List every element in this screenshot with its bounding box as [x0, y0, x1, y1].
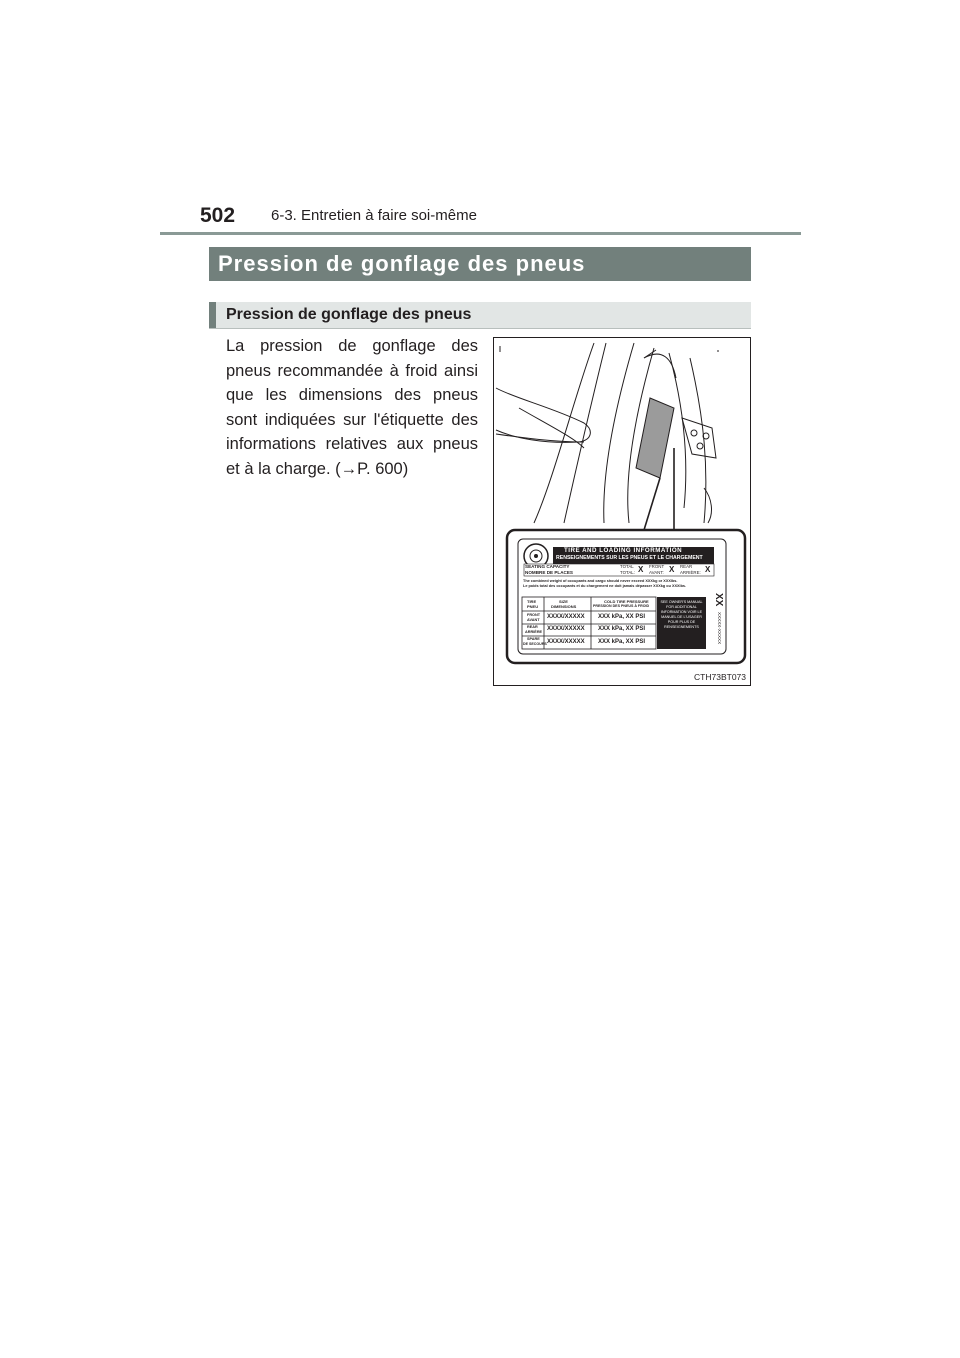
label-rear-value: X [705, 565, 711, 574]
label-rear-en: REAR [680, 564, 693, 569]
section-title: Pression de gonflage des pneus [218, 251, 586, 276]
label-total-en: TOTAL [620, 564, 634, 569]
label-weight-fr: Le poids total des occupants et du chargement ne doit jamais dépasser XXXkg ou XXXlbs. [523, 584, 687, 588]
row-front-en: FRONT [527, 613, 541, 617]
row-spare-size: XXXX/XXXXX [547, 639, 585, 645]
col-size-en: SIZE [559, 599, 568, 604]
body-paragraph: La pression de gonflage des pneus recommandée à froid ainsi que les dimensions des pneus sont indiquées sur l'étiquette des informations relatives aux pneus et à la charge. (→P. 600) [226, 337, 478, 478]
row-front-size: XXXX/XXXXX [547, 614, 585, 620]
header-divider [160, 232, 801, 235]
col-size-fr: DIMENSIONS [551, 604, 577, 609]
label-seating-en: SEATING CAPACITY [525, 564, 570, 569]
label-front-fr: AVANT: [649, 570, 664, 575]
label-seating-fr: NOMBRE DE PLACES [525, 570, 573, 575]
subsection-title: Pression de gonflage des pneus [226, 306, 472, 323]
figure-code: CTH73BT073 [694, 672, 746, 682]
row-rear-pressure: XXX kPa, XX PSI [598, 626, 646, 632]
subsection-accent-bar [209, 302, 216, 328]
label-manual-note: SEE OWNER'S MANUAL FOR ADDITIONAL INFORMATION VOIR LE MANUEL DE L'USAGER POUR PLUS DE RENSEIGNEMENTS [660, 600, 703, 629]
label-front-value: X [669, 565, 675, 574]
label-side-code: XX [713, 593, 724, 607]
col-pressure-fr: PRESSION DES PNEUS À FROID [593, 604, 650, 608]
section-title-banner [209, 247, 751, 281]
section-breadcrumb: 6-3. Entretien à faire soi-même [271, 207, 477, 224]
row-rear-size: XXXX/XXXXX [547, 626, 585, 632]
label-rear-fr: ARRIÈRE: [680, 570, 701, 575]
label-front-en: FRONT [649, 564, 665, 569]
row-front-pressure: XXX kPa, XX PSI [598, 614, 646, 620]
label-heading-fr: RENSEIGNEMENTS SUR LES PNEUS ET LE CHARGEMENT [556, 555, 703, 561]
row-spare-pressure: XXX kPa, XX PSI [598, 639, 646, 645]
col-tire-en: TIRE [527, 599, 537, 604]
label-total-fr: TOTAL: [620, 570, 635, 575]
label-total-value: X [638, 565, 644, 574]
subsection-title-banner [209, 302, 751, 329]
page-number: 502 [200, 204, 236, 227]
row-front-fr: AVANT [527, 618, 540, 622]
row-spare-fr: DE SECOURS [523, 642, 547, 646]
col-tire-fr: PNEU [527, 604, 539, 609]
label-side-serial: XXXXX-XXXXX [717, 612, 722, 645]
col-pressure-en: COLD TIRE PRESSURE [604, 599, 649, 604]
row-spare-en: SPARE [527, 637, 540, 641]
row-rear-fr: ARRIÈRE [525, 630, 543, 634]
row-rear-en: REAR [527, 625, 538, 629]
label-weight-en: The combined weight of occupants and cargo should never exceed XXXkg or XXXlbs. [523, 579, 678, 583]
label-heading-en: TIRE AND LOADING INFORMATION [564, 547, 683, 554]
tire-label-illustration [493, 337, 751, 686]
